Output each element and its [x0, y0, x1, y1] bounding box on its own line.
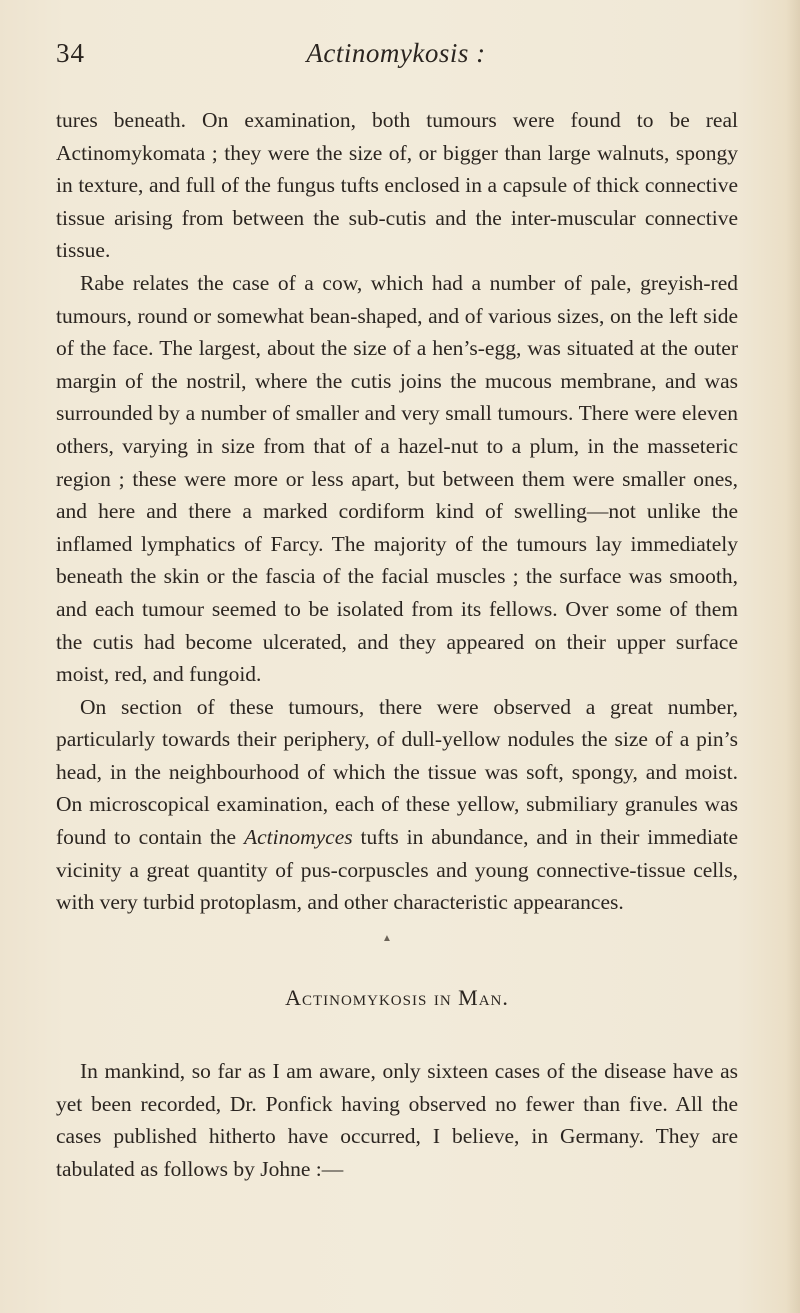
section-heading: Actinomykosis in Man. [285, 985, 509, 1010]
paragraph-3-after: tufts in abundance, and in their immediate vicinity a great quantity of pus-corpuscles and young connective-tissue cells, with very turbid protoplasm, and other characteristic appearances. [56, 825, 739, 915]
running-head: Actinomykosis : [306, 38, 486, 68]
paragraph-3 [56, 691, 738, 919]
paragraph-3-before: On section of these tumours, there were observed a great number, particularly towards their periphery, of dull-yellow nodules the size of a pin’s head, in the neighbourhood of which the tissue was soft, spongy, and moist. On microscopical examination, each of these yellow, submiliary granules was found to contain the [56, 694, 738, 850]
page-header [56, 38, 736, 78]
section-paragraph: In mankind, so far as I am aware, only sixteen cases of the disease have as yet been recorded, Dr. Ponfick having observed no fewer than five. All the cases published hitherto have occurred, I believe, in Germany. They are tabulated as follows by Johne :— [56, 1059, 738, 1181]
paragraph-2: Rabe relates the case of a cow, which had a number of pale, greyish-red tumours, round or somewhat bean-shaped, and of various sizes, on the left side of the face. The largest, about the size of a hen’s-egg, was situated at the outer margin of the nostril, where the cutis joins the mucous membrane, and was surrounded by a number of smaller and very small tumours. There were eleven others, varying in size from that of a hazel-nut to a plum, in the masseteric region ; these were more or less apart, but between them were smaller ones, and here and there a marked cordiform kind of swelling—not unlike the inflamed lymphatics of Farcy. The majority of the tumours lay immediately beneath the skin or the fascia of the facial muscles ; the surface was smooth, and each tumour seemed to be isolated from its fellows. Over some of them the cutis had become ulcerated, and they appeared on their upper surface moist, red, and fungoid. [56, 270, 738, 687]
small-star-ornament-icon: ▲ [382, 933, 392, 944]
main-text [56, 104, 738, 919]
page-edge-shadow [786, 0, 800, 1313]
section-text [56, 1055, 738, 1185]
paragraph-1: tures beneath. On examination, both tumours were found to be real Actinomykomata ; they were the size of, or bigger than large walnuts, spongy in texture, and full of the fungus tufts enclosed in a capsule of thick connective tissue arising from between the sub-cutis and the inter-muscular connective tissue. [56, 108, 738, 263]
page-number: 34 [56, 38, 85, 68]
paragraph-3-italic-term: Actinomyces [243, 825, 353, 850]
